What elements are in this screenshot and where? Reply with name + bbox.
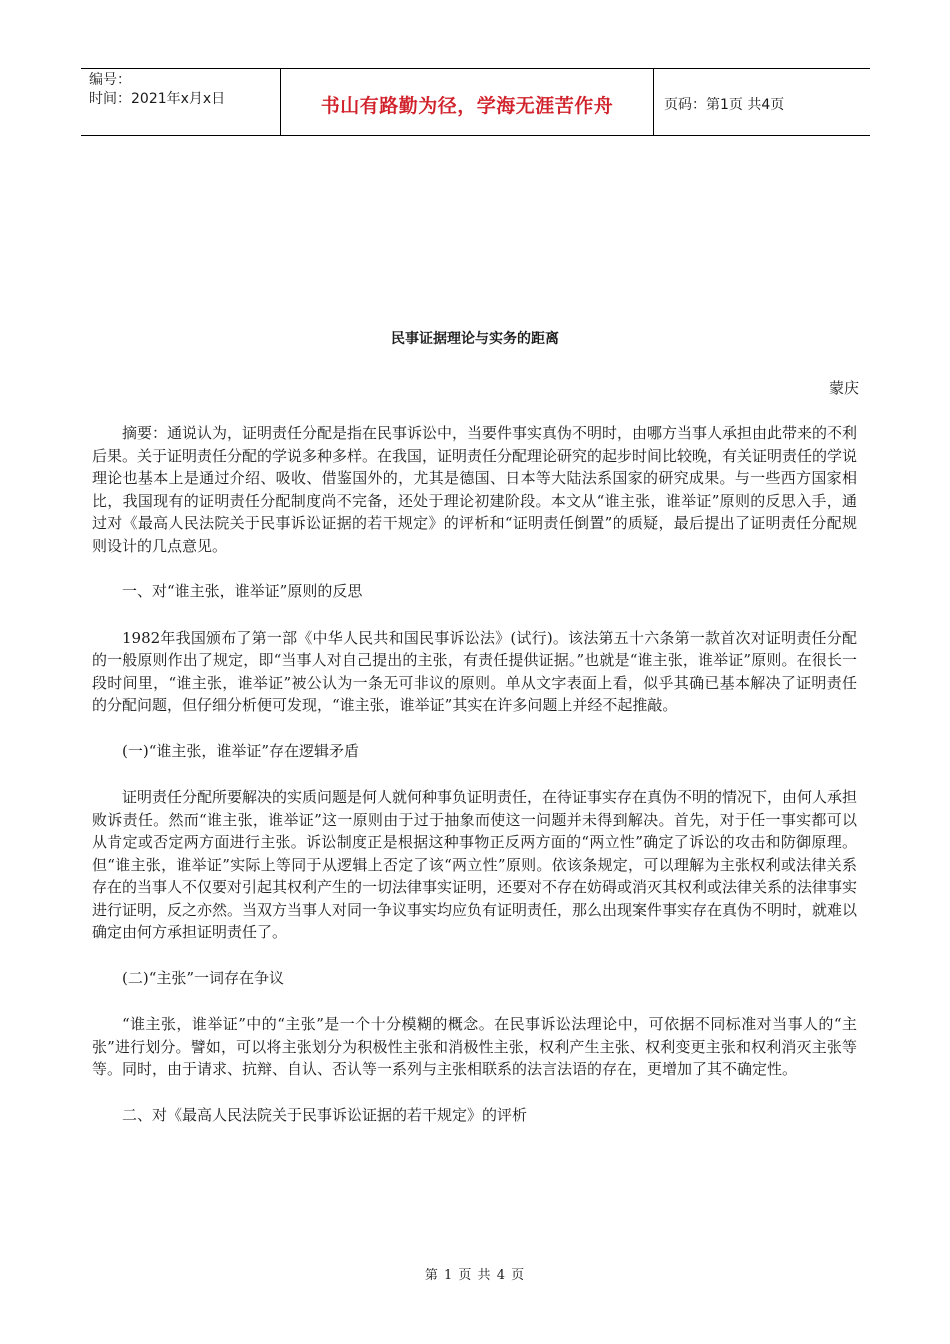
- header-meta: [81, 69, 281, 135]
- serial-number-label: 编号：: [89, 72, 131, 88]
- document-author: 蒙庆: [828, 379, 859, 397]
- page-header: [81, 68, 870, 136]
- header-page-info: 页码：第1页 共4页: [664, 97, 785, 113]
- document-title: 民事证据理论与实务的距离: [391, 331, 559, 347]
- section-heading: 一、对“谁主张，谁举证”原则的反思: [122, 582, 363, 600]
- date-label: 时间：2021年x月x日: [89, 91, 226, 107]
- header-motto: 书山有路勤为径，学海无涯苦作舟: [281, 69, 654, 135]
- document-body: [92, 422, 857, 1150]
- body-paragraph: “谁主张，谁举证”中的“主张”是一个十分模糊的概念。在民事诉讼法理论中，可依据不同标准对当事人的“主张”进行划分。譬如，可以将主张划分为积极性主张和消极性主张，权利产生主张、权利变更主张和权利消灭主张等等。同时，由于请求、抗辩、自认、否认等一系列与主张相联系的法言法语的存在，更增加了其不确定性。: [92, 1015, 857, 1078]
- subsection-heading: (二)“主张”一词存在争议: [122, 968, 285, 987]
- section-heading: 二、对《最高人民法院关于民事诉讼证据的若干规定》的评析: [122, 1105, 528, 1124]
- abstract-paragraph: 摘要：通说认为，证明责任分配是指在民事诉讼中，当要件事实真伪不明时，由哪方当事人承担由此带来的不利后果。关于证明责任分配的学说多种多样。在我国，证明责任分配理论研究的起步时间比较晚，有关证明责任的学说理论也基本上是通过介绍、吸收、借鉴国外的，尤其是德国、日本等大陆法系国家的研究成果。与一些西方国家相比，我国现有的证明责任分配制度尚不完备，还处于理论初建阶段。本文从“谁主张，谁举证”原则的反思入手，通过对《最高人民法院关于民事诉讼证据的若干规定》的评析和“证明责任倒置”的质疑，最后提出了证明责任分配规则设计的几点意见。: [92, 424, 858, 555]
- subsection-heading: (一)“谁主张，谁举证”存在逻辑矛盾: [122, 741, 360, 760]
- page-footer: 第 1 页 共 4 页: [424, 1268, 526, 1283]
- body-paragraph: 证明责任分配所要解决的实质问题是何人就何种事负证明责任，在待证事实存在真伪不明的情况下，由何人承担败诉责任。然而“谁主张，谁举证”这一原则由于过于抽象而使这一问题并未得到解决。首先，对于任一事实都可以从肯定或否定两方面进行主张。诉讼制度正是根据这种事物正反两方面的“两立性”确定了诉讼的攻击和防御原理。但“谁主张，谁举证”实际上等同于从逻辑上否定了该“两立性”原则。依该条规定，可以理解为主张权利或法律关系存在的当事人不仅要对引起其权利产生的一切法律事实证明，还要对不存在妨碍或消灭其权利或法律关系的法律事实进行证明，反之亦然。当双方当事人对同一争议事实均应负有证明责任，那么出现案件事实存在真伪不明时，就难以确定由何方承担证明责任了。: [92, 788, 858, 941]
- body-paragraph: 1982年我国颁布了第一部《中华人民共和国民事诉讼法》(试行)。该法第五十六条第一款首次对证明责任分配的一般原则作出了规定，即“当事人对自己提出的主张，有责任提供证据。”也就是“谁主张，谁举证”原则。在很长一段时间里，“谁主张，谁举证”被公认为一条无可非议的原则。单从文字表面上看，似乎其确已基本解决了证明责任的分配问题，但仔细分析便可发现，“谁主张，谁举证”其实在许多问题上并经不起推敲。: [92, 628, 857, 714]
